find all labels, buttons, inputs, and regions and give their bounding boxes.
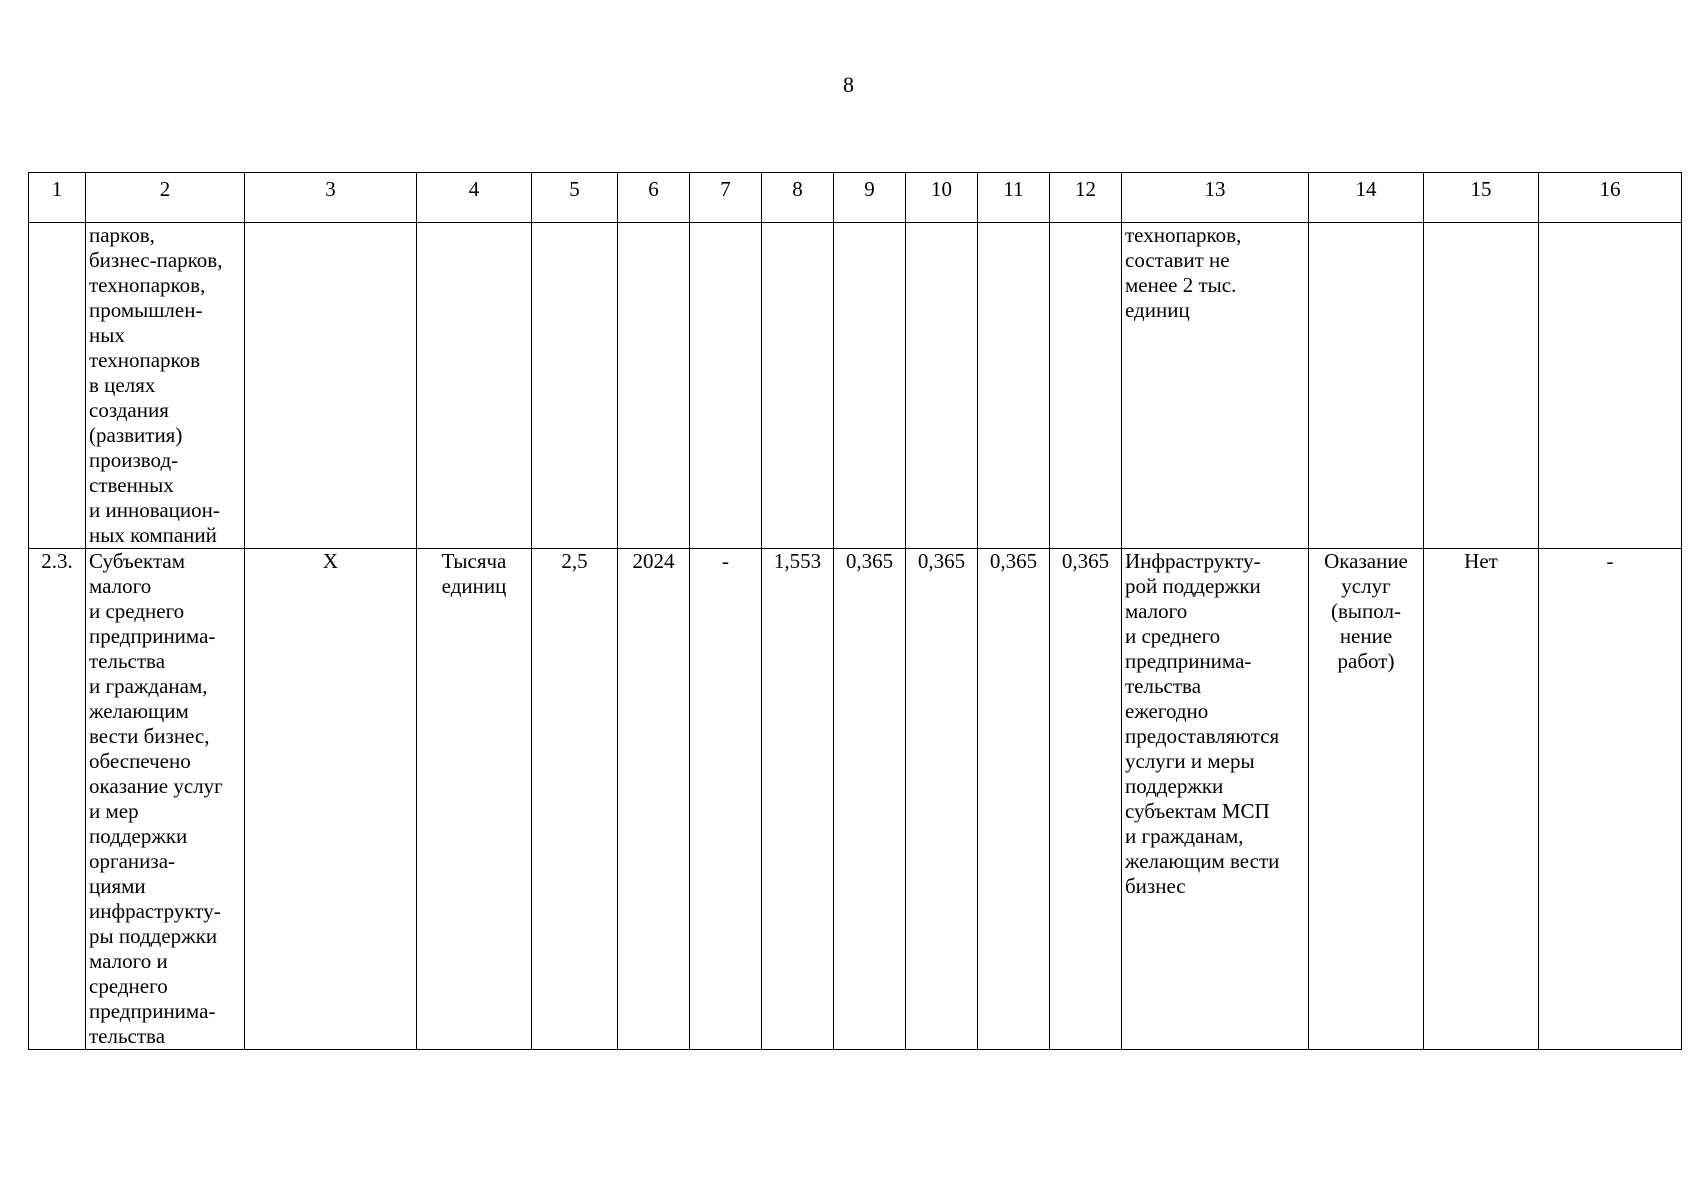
type-cell: Оказание услуг (выпол- нение работ)	[1309, 549, 1424, 1050]
item-number-cell	[29, 223, 86, 549]
column-header: 1	[29, 173, 86, 223]
column-header: 7	[690, 173, 762, 223]
table-cell	[762, 223, 834, 549]
table-cell	[978, 223, 1050, 549]
value-cell: 0,365	[978, 549, 1050, 1050]
table-cell	[1309, 223, 1424, 549]
value-cell: 1,553	[762, 549, 834, 1050]
column-header: 13	[1122, 173, 1309, 223]
table-row	[29, 549, 1682, 1050]
column-header: 10	[906, 173, 978, 223]
column-header: 3	[245, 173, 417, 223]
table-cell	[618, 223, 690, 549]
result-description-cell: технопарков, составит не менее 2 тыс. единиц	[1122, 223, 1309, 549]
column-header: 14	[1309, 173, 1424, 223]
table-cell: 2,5	[532, 549, 618, 1050]
table-cell: Нет	[1424, 549, 1539, 1050]
table-cell	[1539, 223, 1682, 549]
description-cell: парков, бизнес-парков, технопарков, промышлен- ных технопарков в целях создания (развития) производ- ственных и инновацион- ных компаний	[86, 223, 245, 549]
page-number: 8	[843, 72, 854, 97]
table-cell	[690, 223, 762, 549]
table-cell	[245, 223, 417, 549]
column-header: 9	[834, 173, 906, 223]
column-header: 15	[1424, 173, 1539, 223]
column-header: 6	[618, 173, 690, 223]
table-cell	[1050, 223, 1122, 549]
item-number-cell: 2.3.	[29, 549, 86, 1050]
result-description-cell: Инфраструкту- рой поддержки малого и среднего предпринима- тельства ежегодно предоставляются услуги и меры поддержки субъектам МСП и гражданам, желающим вести бизнес	[1122, 549, 1309, 1050]
unit-cell: Тысяча единиц	[417, 549, 532, 1050]
table-cell	[906, 223, 978, 549]
table-row	[29, 223, 1682, 549]
table-cell: -	[690, 549, 762, 1050]
value-cell: 0,365	[1050, 549, 1122, 1050]
description-cell: Субъектам малого и среднего предпринима- тельства и гражданам, желающим вести бизнес, обеспечено оказание услуг и мер поддержки организа- циями инфраструкту- ры поддержки малого и среднего предпринима- тельства	[86, 549, 245, 1050]
column-header: 8	[762, 173, 834, 223]
column-header: 12	[1050, 173, 1122, 223]
column-header: 4	[417, 173, 532, 223]
table-cell: X	[245, 549, 417, 1050]
document-table	[28, 172, 1682, 1050]
column-number-header-row	[29, 173, 1682, 223]
column-header: 16	[1539, 173, 1682, 223]
value-cell: 0,365	[834, 549, 906, 1050]
table-cell: -	[1539, 549, 1682, 1050]
column-header: 2	[86, 173, 245, 223]
column-header: 11	[978, 173, 1050, 223]
table-cell	[417, 223, 532, 549]
table-cell	[834, 223, 906, 549]
value-cell: 0,365	[906, 549, 978, 1050]
table-cell	[1424, 223, 1539, 549]
table-cell	[532, 223, 618, 549]
column-header: 5	[532, 173, 618, 223]
year-cell: 2024	[618, 549, 690, 1050]
